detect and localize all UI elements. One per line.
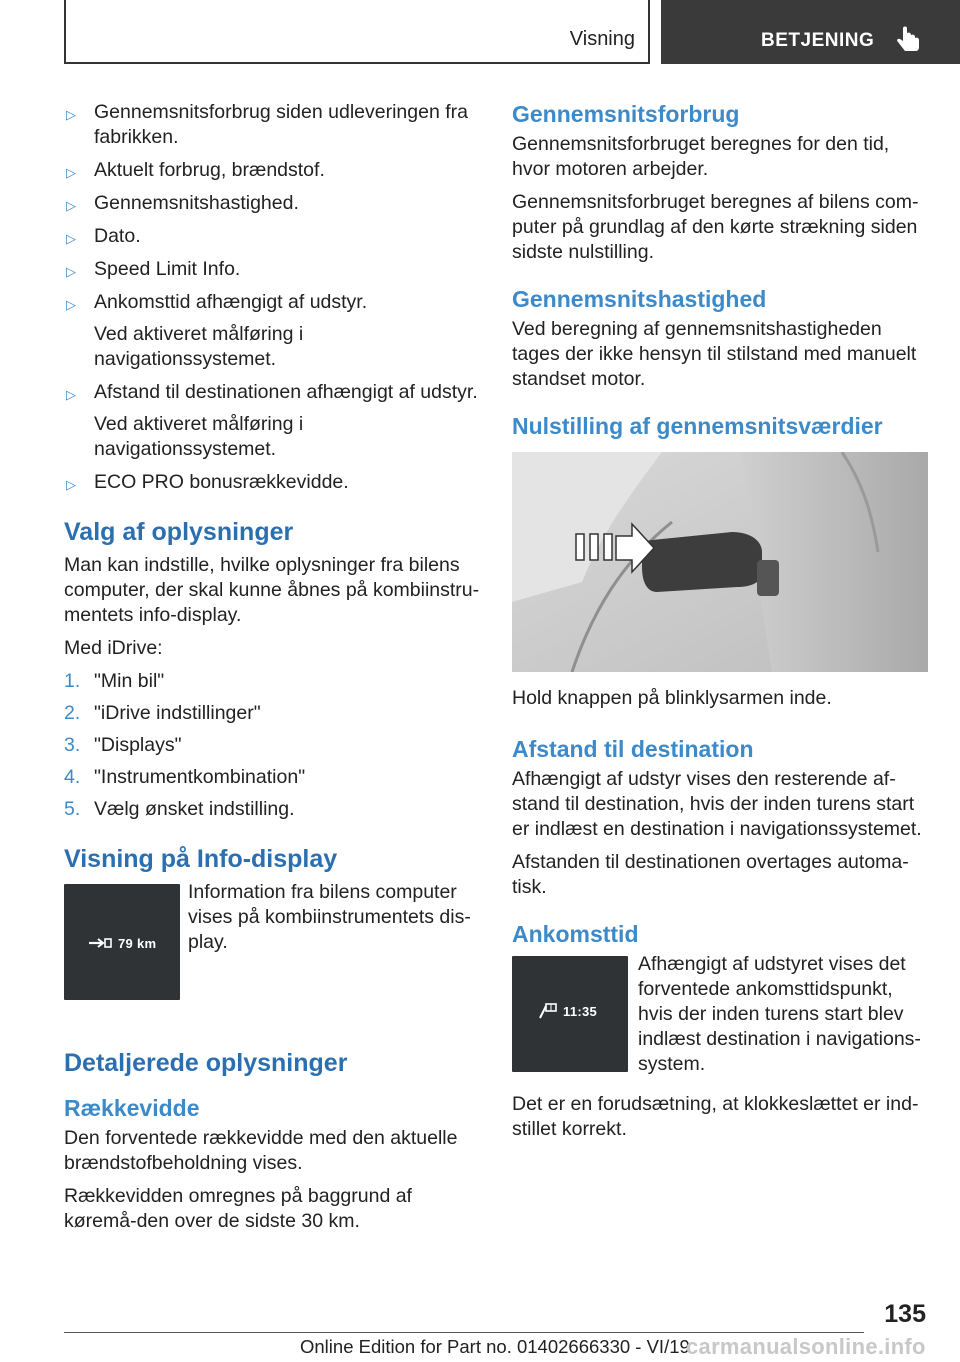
header-section-box: [64, 0, 650, 64]
raekkevidde-text-2: Rækkevidden omregnes på baggrund af køremå-den over de sidste 30 km.: [64, 1185, 412, 1232]
valg-text: Man kan indstille, hvilke oplysninger fra bilens computer, der skal kunne åbnes på kombiinstru-mentets info-display.: [64, 554, 480, 626]
footer-divider: [64, 1332, 864, 1333]
watermark: carmanualsonline.info: [686, 1334, 926, 1359]
visning-block: [64, 880, 482, 1020]
afstand-text-1: Afhængigt af udstyr vises den resterende af-stand til destination, hvis der inden turens start er indlæst en destination i navigationssystemet.: [512, 768, 922, 840]
list-item: 4. "Instrumentkombination": [64, 766, 306, 788]
triangle-bullet-icon: ▷: [66, 231, 76, 246]
page-number: 135: [884, 1300, 926, 1328]
list-item: ▷ Gennemsnitsforbrug siden udleveringen fra fabrikken.: [66, 101, 468, 148]
list-item: 5. Vælg ønsket indstilling.: [64, 798, 295, 820]
idrive-steps: [64, 669, 482, 822]
header-chapter-label: BETJENING: [761, 30, 875, 51]
final-text: Det er en forudsætning, at klokkeslættet er ind-stillet korrekt.: [512, 1093, 919, 1140]
list-item: ▷ Gennemsnitshastighed.: [64, 191, 482, 216]
triangle-bullet-icon: ▷: [66, 107, 76, 122]
triangle-bullet-icon: ▷: [66, 264, 76, 279]
ankomst-text: Afhængigt af udstyret vises det forventede ankomsttidspunkt, hvis der inden turens start blev indlæst destination i navigations-system.: [638, 953, 921, 1075]
afstand-heading: Afstand til destination: [512, 736, 754, 762]
gns-forbrug-text-2: Gennemsnitsforbruget beregnes af bilens com-puter på grundlag af den kørte strækning siden sidste nulstilling.: [512, 191, 919, 263]
arrival-time-value: 11:35: [563, 1004, 598, 1019]
list-item: ▷ Afstand til destinationen afhængigt af udstyr. Ved aktiveret målføring i navigationssystemet.: [64, 380, 482, 462]
nulstil-heading: Nulstilling af gennemsnitsværdier: [512, 413, 883, 439]
info-bullet-list: [64, 100, 482, 495]
destination-flag-icon: [538, 1002, 558, 1020]
triangle-bullet-icon: ▷: [66, 477, 76, 492]
header-chapter-tab: [661, 0, 960, 64]
list-item: ▷ Aktuelt forbrug, brændstof.: [64, 158, 482, 183]
list-item: 2. "iDrive indstillinger": [64, 702, 261, 724]
lever-illustration: [512, 452, 928, 672]
list-item: ▷ ECO PRO bonusrækkevidde.: [64, 470, 482, 495]
arrival-display-image: [512, 956, 628, 1072]
triangle-bullet-icon: ▷: [66, 198, 76, 213]
triangle-bullet-icon: ▷: [66, 387, 76, 402]
list-item-note: Ved aktiveret målføring i navigationssystemet.: [94, 323, 304, 370]
valg-heading: Valg af oplysninger: [64, 518, 294, 546]
footer-edition: Online Edition for Part no. 01402666330 - VI/19: [300, 1336, 690, 1357]
list-item-note: Ved aktiveret målføring i navigationssystemet.: [94, 413, 304, 460]
gns-hast-text: Ved beregning af gennemsnitshastigheden tages der ikke hensyn til stilstand med manuelt standset motor.: [512, 318, 917, 390]
range-arrow-icon: [88, 936, 114, 950]
left-column: [64, 100, 482, 1242]
list-item: ▷ Speed Limit Info.: [64, 257, 482, 282]
right-column: [512, 100, 930, 1150]
list-item: 1. "Min bil": [64, 670, 165, 692]
range-display-image: [64, 884, 180, 1000]
list-item: ▷ Ankomsttid afhængigt af udstyr. Ved aktiveret målføring i navigationssystemet.: [64, 290, 482, 372]
list-item: 3. "Displays": [64, 734, 182, 756]
idrive-label: Med iDrive:: [64, 637, 163, 659]
turn-signal-lever-photo: [512, 452, 928, 672]
ankomst-heading: Ankomsttid: [512, 921, 639, 947]
photo-caption: Hold knappen på blinklysarmen inde.: [512, 687, 832, 709]
gns-forbrug-text-1: Gennemsnitsforbruget beregnes for den tid, hvor motoren arbejder.: [512, 133, 890, 180]
triangle-bullet-icon: ▷: [66, 297, 76, 312]
raekkevidde-text-1: Den forventede rækkevidde med den aktuelle brændstofbeholdning vises.: [64, 1127, 458, 1174]
gns-forbrug-heading: Gennemsnitsforbrug: [512, 101, 740, 127]
raekkevidde-heading: Rækkevidde: [64, 1095, 200, 1121]
gns-hast-heading: Gennemsnitshastighed: [512, 286, 767, 312]
ankomst-block: [512, 952, 930, 1086]
detaljer-heading: Detaljerede oplysninger: [64, 1049, 348, 1077]
pointing-hand-icon: [895, 26, 921, 54]
header-section-title: Visning: [569, 28, 635, 50]
visning-text: Information fra bilens computer vises på kombiinstrumentets dis-play.: [188, 881, 471, 953]
afstand-text-2: Afstanden til destinationen overtages automa-tisk.: [512, 851, 909, 898]
triangle-bullet-icon: ▷: [66, 165, 76, 180]
range-value: 79 km: [118, 936, 157, 951]
list-item: ▷ Dato.: [64, 224, 482, 249]
visning-heading: Visning på Info-display: [64, 845, 338, 873]
